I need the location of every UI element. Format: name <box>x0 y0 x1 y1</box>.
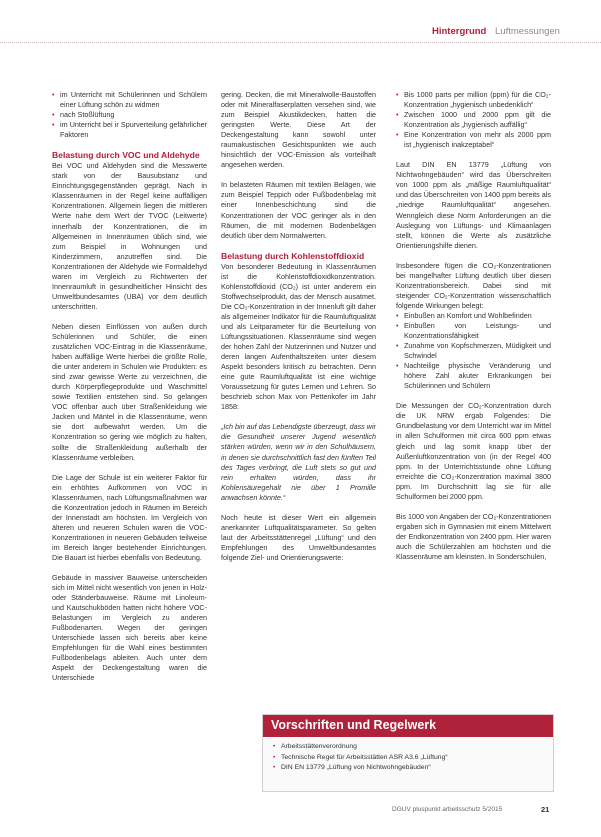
list-item: • Einbußen von Leistungs- und Konzentrationsfähigkeit <box>396 321 551 341</box>
header-section: Hintergrund <box>432 26 487 37</box>
paragraph: Laut DIN EN 13779 „Lüftung von Nichtwohngebäuden“ wird das Überschreiten von 1000 ppm als „mäßige Raumluftqualität“ und das Überschreiten von 1400 ppm bereits als „niedrige Raumluftqualität“ angesehen. Wenngleich diese Norm Anforderungen an die Auslegung von Lüftungs- und Klimaanlagen stellt, können die Werte als zusätzliche Orientierungshilfe dienen. <box>396 160 551 250</box>
regulations-box <box>262 714 554 792</box>
co2-effects-list <box>396 311 551 391</box>
quote-text: „Ich bin auf das Lebendigste überzeugt, dass wir die Gesundheit unserer Jugend wesentlich stärken würden, wenn wir in den Schulhäusern, in denen sie durchschnittlich fast den fünften Teil des Tages verbringt, die Luft stets so gut und rein erhalten würden, dass ihr Kohlensäuregehalt nie über 1 Promille anwachsen könnte.“ <box>221 422 376 502</box>
paragraph: Noch heute ist dieser Wert ein allgemein anerkannter Luftqualitätsparameter. So gelten laut der Arbeitsstättenregel „Lüftung“ und den Empfehlungen des Umweltbundesamtes folgende Ziel- und Orientierungswerte: <box>221 512 376 562</box>
list-item: • DIN EN 13779 „Lüftung von Nichtwohngebäuden“ <box>273 763 543 774</box>
paragraph: In belasteten Räumen mit textilen Belägen, wie zum Beispiel Teppich oder Fußbodenbelag mit einer Innenbeschichtung sind die Konzentrationen der VOC geringer als in den Räumen, die mit modernen Bodenbelägen deutlich über dem Normalwerten. <box>221 180 376 240</box>
list-item: • Technische Regel für Arbeitsstätten ASR A3.6 „Lüftung“ <box>273 753 543 764</box>
text-column-3 <box>396 90 551 562</box>
heading-voc: Belastung durch VOC und Aldehyde <box>52 150 200 161</box>
list-item: • Arbeitsstättenverordnung <box>273 742 543 753</box>
list-item: • Eine Konzentration von mehr als 2000 ppm ist „hygienisch inakzeptabel“ <box>396 130 551 150</box>
regulations-box-title: Vorschriften und Regelwerk <box>263 715 553 737</box>
pettenkofer-quote <box>221 422 376 502</box>
paragraph: gering. Decken, die mit Mineralwolle-Baustoffen oder mit Mineralfaserplatten versehen sind, wie zum Beispiel Akustikdecken, hatten die geringsten Werte. Diese Art der Deckengestaltung kann sowohl unter raumakustischen Gesichtspunkten wie auch hinsichtlich der VOC-Emission als vorteilhaft angesehen werden. <box>221 90 376 170</box>
list-item: • Zwischen 1000 und 2000 ppm gilt die Konzentration als „hygienisch auffällig“ <box>396 110 551 130</box>
paragraph: Die Messungen der CO₂-Konzentration durch die UK NRW ergab Folgendes: Die Grundbelastung vor dem Unterricht war im Mittel in allen Schulformen mit circa 600 ppm etwas gleich und lag somit knapp über der Außenluftkonzentration von (in der Regel 400 ppm. In der Unterrichtsstunde ohne Lüftung erreichte die CO₂-Konzentration maximal 3800 ppm. Im Durchschnitt lag sie für alle Schulformen bei 2000 ppm. <box>396 401 551 501</box>
list-item: • Zunahme von Kopfschmerzen, Müdigkeit und Schwindel <box>396 341 551 361</box>
page-number: 21 <box>541 805 550 814</box>
list-item: • Einbußen an Komfort und Wohlbefinden <box>396 311 551 321</box>
co2-threshold-list <box>396 90 551 150</box>
text-column-1 <box>52 90 207 684</box>
running-header <box>432 26 560 37</box>
list-item: • im Unterricht bei ir Spurverteilung gefährlicher Faktoren <box>52 120 207 140</box>
text-column-2 <box>221 90 376 563</box>
intro-bullet-list <box>52 90 207 140</box>
paragraph: Bis 1000 von Angaben der CO₂-Konzentrationen ergaben sich in Gymnasien mit einem Mittelwert der Endkonzentration von 2400 ppm. Hier waren auch die Schülerzahlen am höchsten und die Klassenräume am kleinsten. In Sonderschulen, <box>396 511 551 561</box>
paragraph: Bei VOC und Aldehyden sind die Messwerte stark von der Bausubstanz und Einrichtungsgegenständen geprägt. Nach in Klassenräumen in der Regel keine auffälligen Konzentrationen. Allgemein liegen die mittleren Werte nahe dem Wert der TVOC (Leitwerte) innerhalb der Konzentrationen, die im Allgemeinen in Innenräumen üblich sind, wie zum Beispiel in Wohnungen und Kinderzimmern, anzutreffen sind. Die Konzentrationen der Aldehyde wie Formaldehyd waren im Vergleich zu Richtwerten der Innenraumluft in gesundheitlicher Hinsicht des Umweltbundesamtes (UBA) vor dem deutlich unterschritten. <box>52 161 207 311</box>
header-dotted-divider <box>0 42 601 43</box>
list-item: • Nachteilige physische Veränderung und höhere Zahl akuter Erkrankungen bei Schülerinnen und Schülern <box>396 361 551 391</box>
footer-publication: DGUV pluspunkt arbeitsschutz 5/2015 <box>392 806 503 813</box>
list-item: • nach Stoßlüftung <box>52 110 207 120</box>
paragraph: Neben diesen Einflüssen von außen durch Schülerinnen und Schüler, die einen zusätzlichen VOC-Eintrag in die Klassenräume, haben auffällige Werte hierbei die größte Rolle, die unter anderem in Schulen wie Produkten: es sind zwar gewisse Werte zu verzeichnen, die durch Körperpflegeprodukte und Waschmittel sowie Textilien entstehen sind. So gelangen VOC offenbar auch über Straßenkleidung wie Jacken und Mäntel in die Klassenräume, wenn sie dort aufbewahrt werden. Um die Konzentration so gering wie möglich zu halten, sollte die Straßenkleidung außerhalb der Klassenräume verbleiben. <box>52 321 207 462</box>
list-item: • im Unterricht mit Schülerinnen und Schülern einer Lüftung schön zu widmen <box>52 90 207 110</box>
header-subsection: Luftmessungen <box>495 26 560 37</box>
heading-co2: Belastung durch Kohlenstoffdioxid <box>221 250 365 261</box>
paragraph: Gebäude in massiver Bauweise unterscheiden sich im Mittel nicht wesentlich von jenen in Holz- oder Ständerbauweise. Räume mit Linoleum- und Kautschukböden hatten nicht höhere VOC-Belastungen im Vergleich zu anderen Fußbodenarten. Wegen der geringen Unterschiede lassen sich bereits aber keine Empfehlungen für die Wahl eines bestimmten Fußbodenbelags ableiten. Auch unter dem Aspekt der Deckengestaltung waren die Unterschiede <box>52 573 207 683</box>
regulations-list <box>263 742 553 774</box>
paragraph: Die Lage der Schule ist ein weiterer Faktor für ein erhöhtes Aufkommen von VOC in Klassenräumen, nach Lüftungsmaßnahmen war die Konzentration jedoch in Räumen im Bereich der Innenstadt am höchsten. Im Vergleich von älteren und neueren Schulen waren die VOC-Konzentrationen in neueren Gebäuden teilweise im Bereich länger bestehender Einrichtungen. Die Bauart ist hierbei ebenfalls von Bedeutung. <box>52 472 207 562</box>
paragraph: Insbesondere fügen die CO₂-Konzentrationen bei mangelhafter Lüftung deutlich über diesen Konzentrationsbereich. Dabei sind mit steigender CO₂-Konzentration wissenschaftlich folgende Wirkungen belegt: <box>396 260 551 310</box>
paragraph: Von besonderer Bedeutung in Klassenräumen ist die Kohlenstoffdioxidkonzentration. Kohlenstoffdioxid (CO₂) ist unter anderem ein Stoffwechselprodukt, das der Mensch ausatmet. Die CO₂-Konzentration in der Innenluft gilt daher als allgemeiner Indikator für die Raumluftqualität und als Leitparameter für die Beurteilung von Lüftungssituationen. Klassenräume sind wegen der hohen Zahl der Nutzerinnen und Nutzer und deren langen Aufenthaltszeiten unter diesem Aspekt besonders kritisch zu betrachten. Denn eine gute Raumluftqualität ist eine wichtige Voraussetzung für gutes Lernen und Lehren. So beschrieb schon Max von Pettenkofer im Jahr 1858: <box>221 261 376 412</box>
list-item: • Bis 1000 parts per million (ppm) für die CO₂-Konzentration „hygienisch unbedenklich“ <box>396 90 551 110</box>
